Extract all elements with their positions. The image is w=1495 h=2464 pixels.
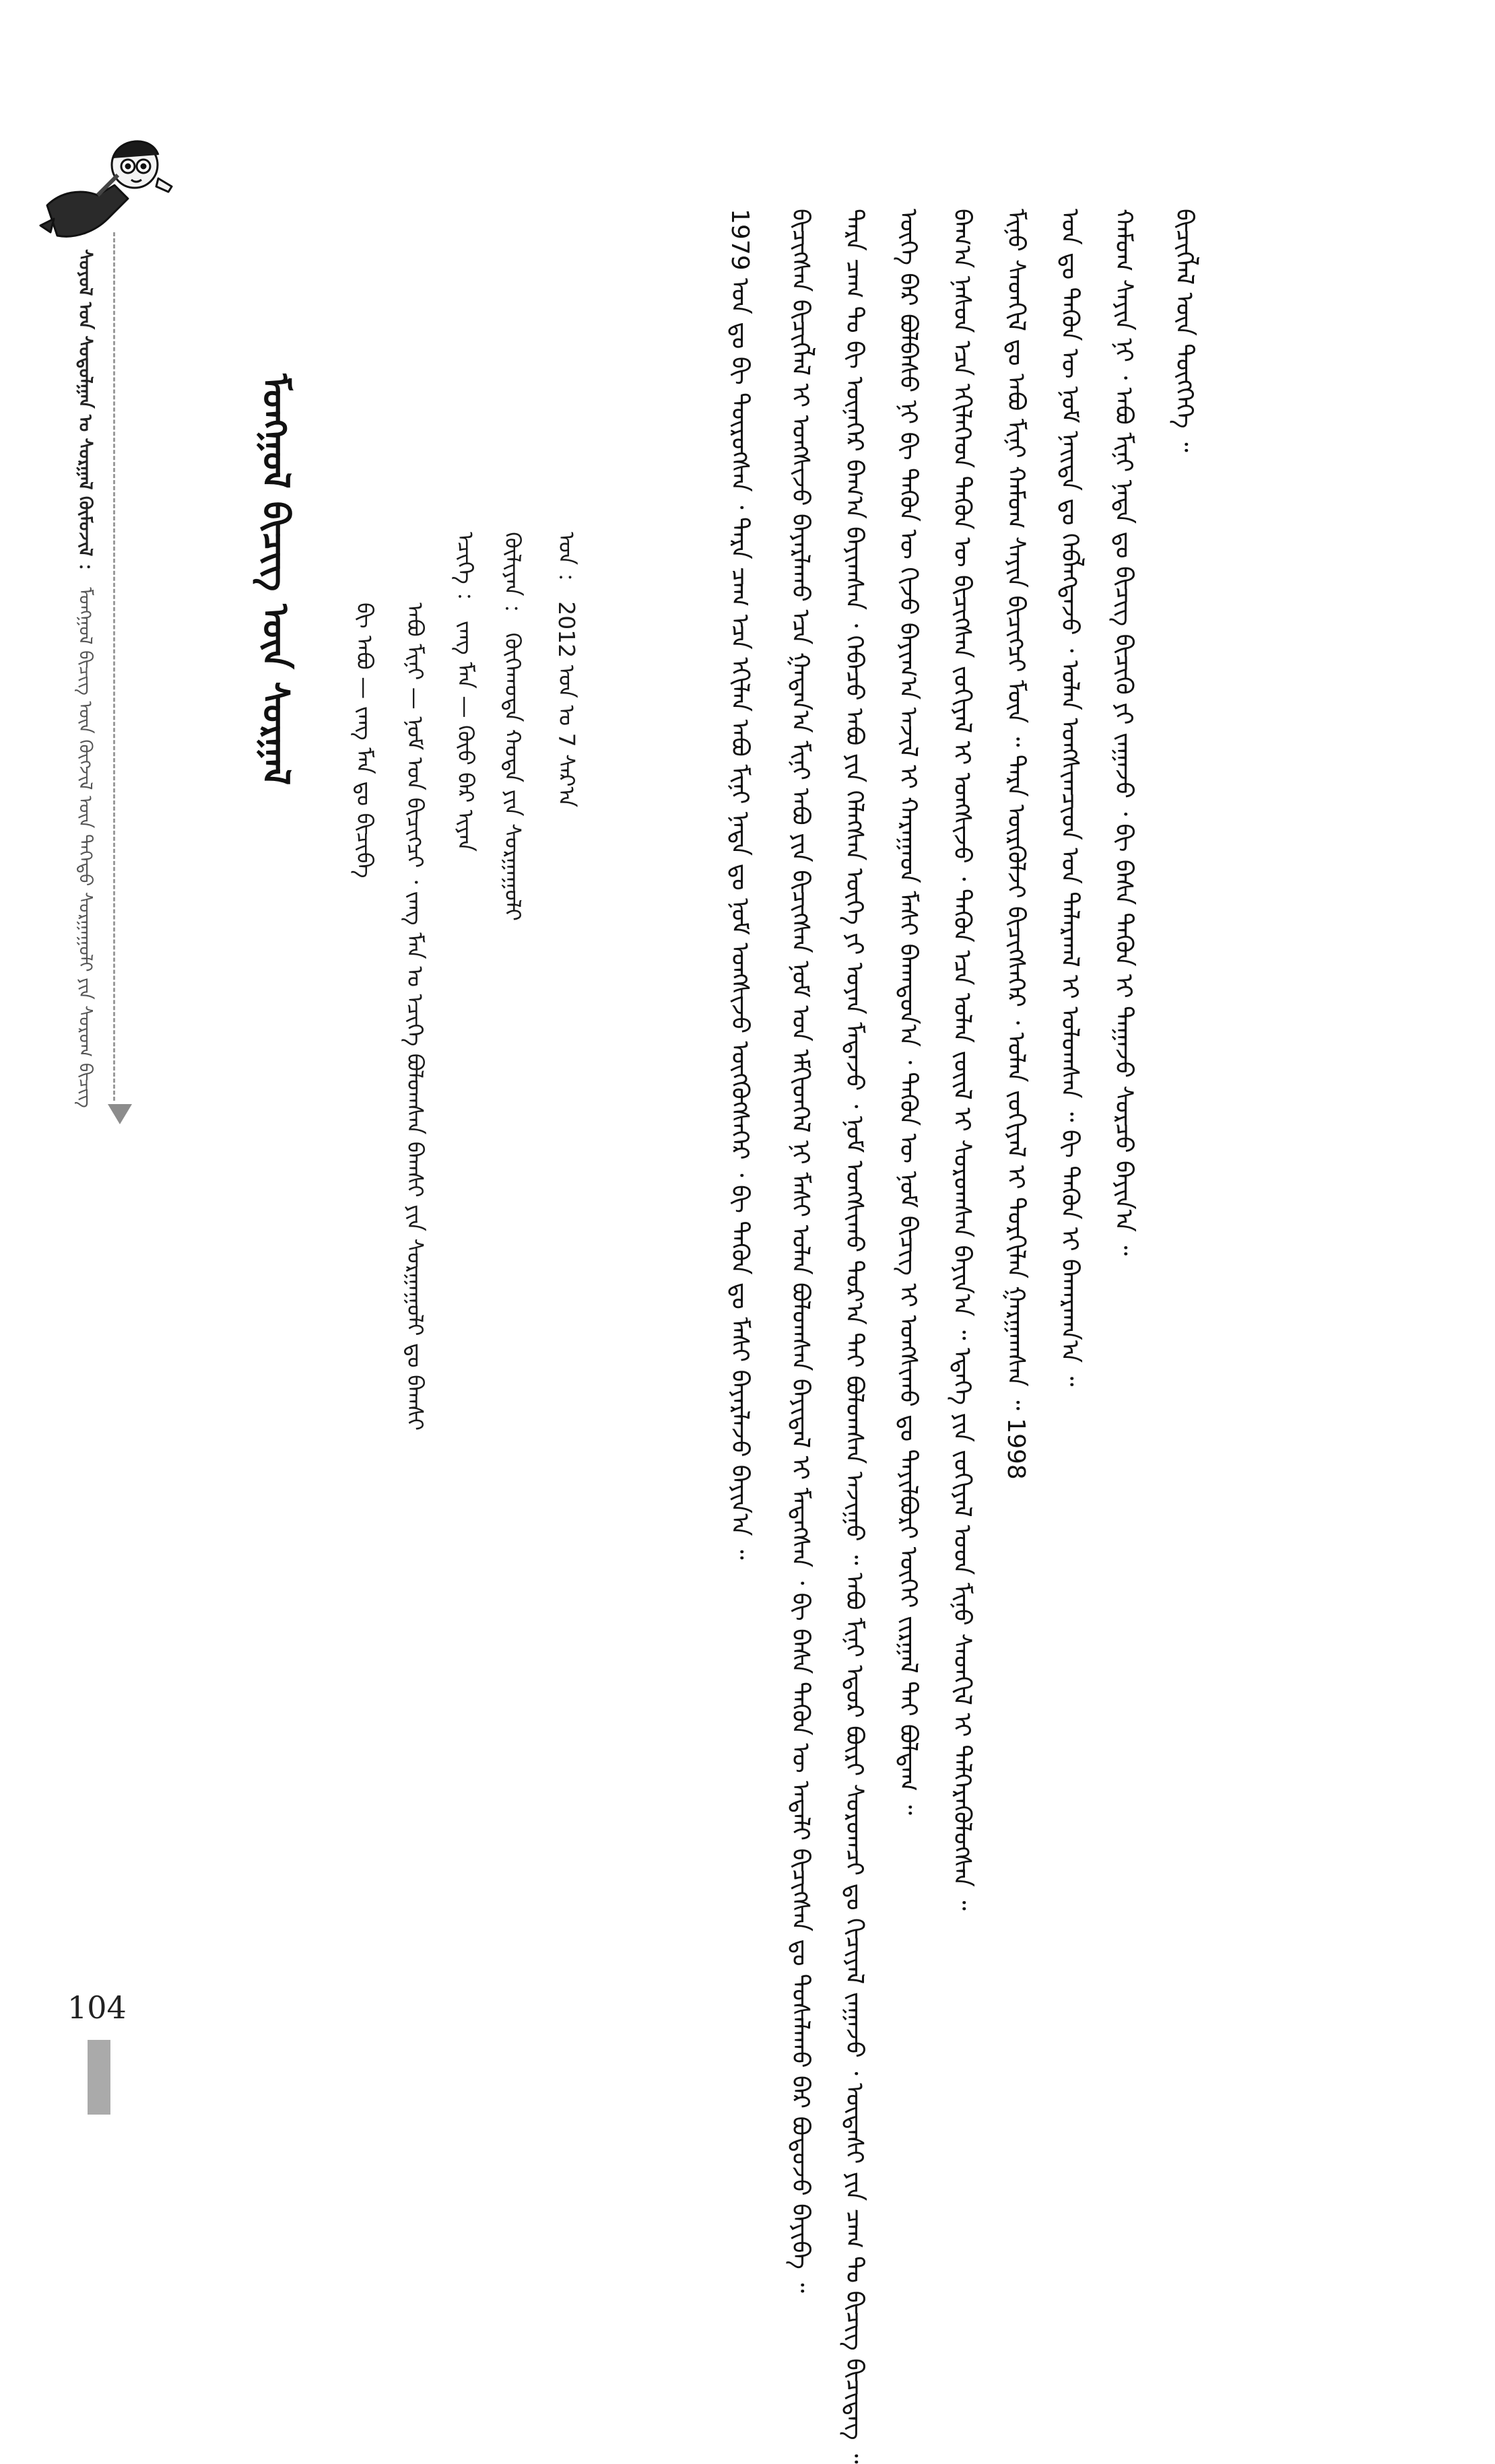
running-header-main: ᠰᠣᠶᠣᠯ ᠤᠨ ᠰᠤᠳᠤᠯᠭᠠᠨ ᠤ ᠰᠤᠷᠭᠠᠯ ᠬᠦᠮᠦᠵᠢᠯ ： bbox=[75, 249, 96, 581]
body-column: ᠪᠠᠭ᠎ᠠ ᠨᠠᠰᠤᠨ ᠡᠴᠡ ᠡᠬᠢᠯᠡᠭᠡᠳ ᠲᠡᠭᠦᠨ ᠦ ᠪᠢᠴᠢᠭᠰᠡᠨ ᠵᠣᠬᠢᠶᠠᠯ ᠢ ᠤᠩᠰᠢᠵᠤ ᠂ ᠲᠡᠭᠦᠨ ᠡᠴᠡ ᠣᠯᠠᠨ ᠵᠦᠢᠯ ᠢ ᠰᠤᠷᠤᠭᠰᠠᠨ ᠪᠠᠶᠢᠨ᠎ᠠ ᠃ ᠡᠳᠡᠭᠡ ᠶᠢᠨ ᠵᠣᠬᠢᠶᠠᠯ ᠤᠳ ᠮᠢᠨᠦ ᠰᠡᠳᠬᠢᠯ ᠢ ᠳᠡᠯᠭᠡᠷᠡᠭᠦᠯᠦᠭᠰᠡᠨ ᠃ bbox=[948, 209, 976, 1911]
body-column: ᠪᠢᠴᠢᠭᠰᠡᠨ ᠪᠢᠴᠢᠭᠯᠡᠯ ᠢ ᠤᠩᠰᠢᠵᠤ ᠪᠠᠶᠠᠷᠯᠠᠬᠤ ᠡᠴᠡ ᠭᠠᠳᠠᠨ᠎ᠠ ᠮᠢᠨᠢ ᠠᠪᠤ ᠶᠢᠨ ᠪᠢᠴᠢᠭᠰᠡᠨ ᠨᠣᠮ ᠤᠨ ᠡᠮᠬᠢᠳᠬᠡᠯ ᠨᠢ ᠮᠠᠰᠢ ᠣᠯᠠᠨ ᠪᠣᠯᠤᠭᠰᠠᠨ ᠪᠠᠶᠢᠳᠠᠯ ᠢ ᠮᠡᠳᠡᠭᠰᠡᠨ ᠂ ᠪᠢ ᠪᠠᠰᠠ ᠲᠡᠭᠦᠨ ᠦ ᠠᠳᠠᠯᠢ ᠪᠢᠴᠢᠭᠰᠡᠨ ᠳᠤ ᠲᠤᠰᠠᠯᠠᠬᠤ ᠪᠠᠷ ᠪᠣᠳᠤᠵᠤ ᠪᠠᠶᠢᠪᠠ ᠃ bbox=[787, 209, 814, 2293]
meta-line-1: ᠪᠢ ᠠᠪᠤ — ᠵᠠᠩ ᠮᠠᠨ ᠳᠤ ᠪᠢᠴᠢᠪᠡ bbox=[352, 603, 378, 879]
mascot-illustration bbox=[34, 125, 182, 266]
meta-line-3: ᠡᠴᠢᠭᠡ ： ᠵᠠᠩ ᠮᠠᠨ — ᠬᠦᠦ ᠪᠡᠷ ᠢᠶᠡᠨ bbox=[453, 532, 479, 852]
header-arrow-icon bbox=[108, 1104, 132, 1124]
meta-line-5: ᠣᠨ ： 2012 ᠣᠨ ᠤ 7 ᠰᠠᠷ᠎ᠠ bbox=[554, 532, 580, 808]
body-column: ᠮᠢᠨᠦ ᠰᠡᠳᠬᠢᠯ ᠳᠤ ᠠᠪᠤ ᠮᠢᠨᠢ ᠬᠠᠮᠤᠭ ᠰᠠᠶᠢᠨ ᠪᠢᠴᠢᠭᠴᠢ ᠮᠥᠨ ᠃ ᠲᠡᠷᠡ ᠦᠷᠭᠦᠯᠵᠢ ᠪᠢᠴᠢᠭᠰᠡᠭᠡᠷ ᠂ ᠣᠯᠠᠨ ᠵᠣᠬᠢᠶᠠᠯ ᠢ ᠲᠤᠷᠭᠢᠯᠠᠨ ᠭᠠᠷᠭᠠᠭᠰᠠᠨ ᠃ 1998 bbox=[1002, 209, 1030, 1480]
article-title: ᠮᠣᠩᠭᠣᠯ ᠪᠢᠴᠢᠭ ᠦᠨ ᠰᠤᠷᠭᠠᠯ bbox=[255, 374, 298, 786]
body-column: 1979 ᠣᠨ ᠳᠤ ᠪᠢ ᠲᠥᠷᠦᠭᠰᠡᠨ ᠂ ᠲᠡᠷᠡ ᠴᠠᠭ ᠡᠴᠡ ᠡᠬᠢᠯᠡᠨ ᠠᠪᠤ ᠮᠢᠨᠢ ᠨᠠᠳᠠ ᠳᠤ ᠨᠣᠮ ᠤᠩᠰᠢᠵᠤ ᠦᠭᠭᠦᠭᠰᠡᠭᠡᠷ ᠂ ᠪᠢ ᠲᠡᠭᠦᠨ ᠳᠤ ᠮᠠᠰᠢ ᠪᠠᠶᠠᠷᠯᠠᠵᠤ ᠪᠠᠶᠢᠨ᠎ᠠ ᠃ bbox=[726, 209, 754, 1560]
running-header bbox=[74, 249, 106, 1108]
body-column: ᠦᠭᠡ ᠪᠡᠷ ᠪᠣᠯᠪᠠᠰᠤ ᠨᠢ ᠪᠢ ᠲᠡᠭᠦᠨ ᠦ ᠬᠢᠵᠦ ᠪᠠᠶᠢᠭ᠎ᠠ ᠠᠵᠢᠯ ᠢ ᠬᠠᠷᠠᠭᠠᠳ ᠮᠠᠰᠢ ᠪᠠᠬᠠᠳᠤᠨ᠎ᠠ ᠂ ᠲᠡᠭᠦᠨ ᠦ ᠨᠣᠮ ᠪᠢᠴᠢᠭ ᠢ ᠤᠩᠰᠢᠬᠤ ᠳᠤ ᠲᠠᠶᠢᠯᠪᠤᠷᠢ ᠦᠭᠡᠢ ᠵᠢᠷᠭᠠᠯ ᠲᠠᠢ ᠪᠣᠯᠳᠠᠭ ᠃ bbox=[894, 209, 922, 1815]
page-number: 104 bbox=[67, 1989, 127, 2026]
body-column: ᠬᠠᠮᠤᠭ ᠰᠠᠶᠢᠨ ᠨᠢ ᠂ ᠠᠪᠤ ᠮᠢᠨᠢ ᠨᠠᠳᠠ ᠳᠤ ᠪᠢᠴᠢᠭ ᠪᠢᠴᠢᠬᠦ ᠶᠢ ᠵᠠᠭᠠᠵᠤ ᠂ ᠪᠢ ᠪᠠᠰᠠ ᠲᠡᠭᠦᠨ ᠢ ᠳᠠᠭᠠᠵᠤ ᠰᠤᠷᠴᠤ ᠪᠠᠶᠢᠨ᠎ᠠ ᠃ bbox=[1110, 209, 1137, 1256]
running-header-sub: ᠮᠣᠩᠭᠣᠯ ᠪᠢᠴᠢᠭ ᠦᠨ ᠬᠥᠭᠵᠢᠯ ᠦᠨ ᠳᠡᠭᠡᠳᠦ ᠰᠤᠷᠭᠠᠭᠤᠯᠢ ᠶᠢᠨ ᠰᠤᠷᠤᠬ ᠪᠢᠴᠢᠭ bbox=[75, 587, 96, 1108]
meta-line-4: ᠬᠦᠯᠢᠶᠡᠨ ： ᠬᠥᠬᠡᠬᠣᠲᠠ ᠬᠣᠲᠠ ᠶᠢᠨ ᠰᠤᠷᠭᠠᠭᠤᠯᠢ bbox=[500, 532, 526, 922]
body-column: ᠣᠨ ᠳᠤ ᠲᠡᠭᠦᠨ ᠦ ᠨᠣᠮ ᠨᠡᠢᠲᠡ ᠳᠤ ᠬᠡᠪᠯᠡᠭᠳᠡᠵᠦ ᠂ ᠣᠯᠠᠨ ᠤᠩᠰᠢᠭᠴᠢᠳ ᠤᠨ ᠲᠠᠯᠠᠷᠬᠠᠯ ᠢ ᠣᠯᠤᠭᠰᠠᠨ ᠃ ᠪᠢ ᠲᠡᠭᠦᠨ ᠢ ᠪᠠᠬᠠᠷᠬᠠᠨ᠎ᠠ ᠃ bbox=[1056, 209, 1084, 1387]
header-dashed-rule bbox=[113, 232, 115, 1101]
body-last-line: ᠪᠢᠴᠢᠭᠯᠡᠯ ᠦᠨ ᠲᠥᠭᠭᠡᠭᠡ ᠃ bbox=[1170, 209, 1198, 452]
body-column: ᠲᠡᠷᠡ ᠴᠠᠭ ᠲᠤ ᠪᠢ ᠦᠨᠡᠭᠡᠷ ᠪᠠᠭ᠎ᠠ ᠪᠠᠶᠢᠭᠰᠠᠨ ᠂ ᠭᠡᠪᠡᠴᠦ ᠠᠪᠤ ᠶᠢᠨ ᠬᠡᠯᠡᠭᠰᠡᠨ ᠦᠭᠡ ᠶᠢ ᠤᠶᠠᠨ ᠮᠡᠳᠡᠵᠦ ᠂ ᠨᠣᠮ ᠤᠩᠰᠢᠬᠤ ᠳᠤᠷ᠎ᠠ ᠲᠠᠶ ᠪᠣᠯᠤᠭᠰᠠᠨ ᠠᠵᠢᠭᠤ ᠃ ᠠᠪᠤ ᠮᠢᠨᠢ ᠡᠳᠦᠷ ᠪᠦᠷᠢ ᠰᠤᠷᠤᠭᠴᠢ ᠳᠤ ᠬᠢᠴᠢᠶᠡᠯ ᠵᠠᠭᠠᠵᠤ ᠂ ᠦᠳᠡᠰᠢ ᠶᠢᠨ ᠴᠠᠭ ᠲᠤ ᠪᠢᠴᠢᠭ ᠪᠢᠴᠢᠳᠡᠭ ᠃ bbox=[840, 209, 868, 2464]
page-edge-tab bbox=[88, 2040, 110, 2115]
meta-line-2: ᠠᠪᠤ ᠮᠢᠨᠢ — ᠨᠣᠮ ᠤᠨ ᠪᠢᠴᠢᠭᠴᠢ ᠂ ᠵᠠᠩ ᠮᠠᠨ ᠤ ᠡᠴᠢᠭᠡ ᠪᠣᠯᠤᠭᠰᠠᠨ ᠪᠠᠭᠰᠢ ᠶᠢᠨ ᠰᠤᠷᠭᠠᠭᠤᠯᠢ ᠳᠤ ᠪᠠᠭᠰᠢ bbox=[402, 603, 428, 1431]
